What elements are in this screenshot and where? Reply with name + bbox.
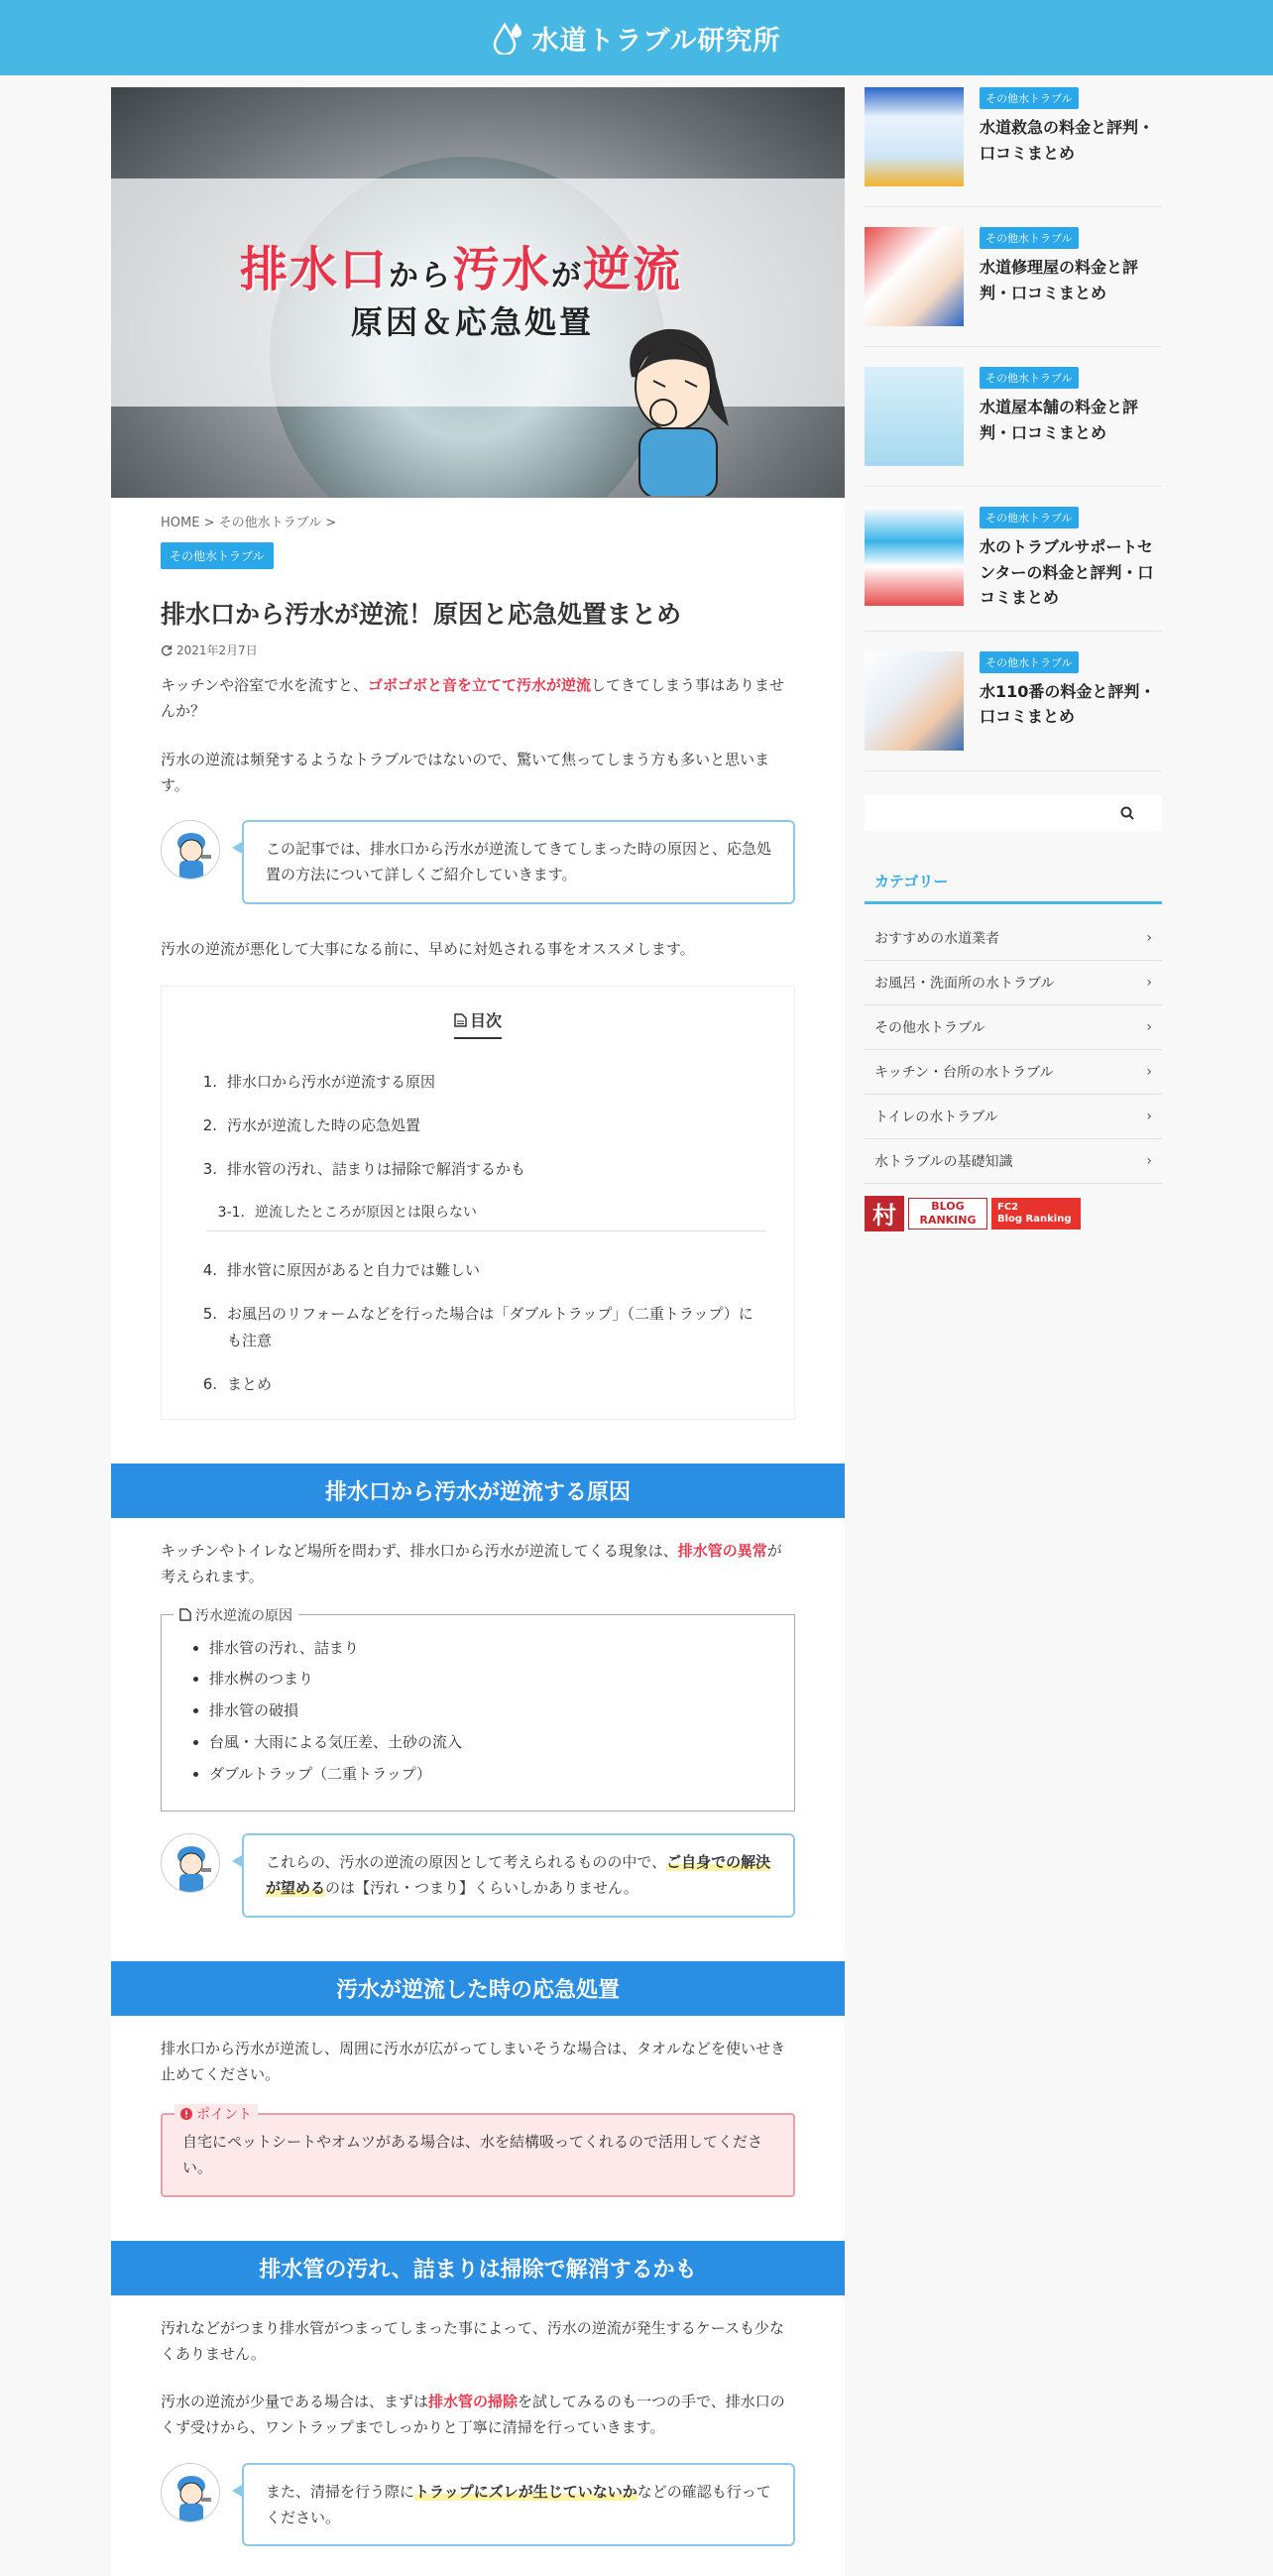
section-heading-first-aid: 汚水が逆流した時の応急処置 <box>111 1961 845 2016</box>
site-title-link[interactable]: 水道トラブル研究所 <box>531 25 781 57</box>
chevron-right-icon: › <box>1146 929 1152 946</box>
section-heading-causes: 排水口から汚水が逆流する原因 <box>111 1464 845 1518</box>
worried-person-illustration <box>612 317 741 496</box>
post-title-link[interactable]: 水110番の料金と評判・口コミまとめ <box>980 681 1156 727</box>
exclamation-circle-icon <box>180 2108 192 2120</box>
site-header <box>0 0 1273 75</box>
eyecatch-subtitle: 原因＆応急処置 <box>351 303 595 341</box>
post-thumbnail[interactable] <box>865 87 964 186</box>
point-label: ポイント <box>174 2104 258 2124</box>
water-drop-icon <box>493 21 522 55</box>
list-item: • 台風・大雨による気圧差、土砂の流入 <box>209 1727 770 1759</box>
breadcrumb-home[interactable]: HOME <box>161 516 200 530</box>
toc-item[interactable]: 1. 排水口から汚水が逆流する原因 <box>202 1072 436 1091</box>
category-item[interactable]: お風呂・洗面所の水トラブル › <box>865 961 1162 1005</box>
list-item: • 排水管の汚れ、詰まり <box>209 1633 770 1665</box>
post-title: 排水口から汚水が逆流！原因と応急処置まとめ <box>161 600 682 629</box>
speech-bubble-1 <box>161 820 795 904</box>
speech-bubble-3 <box>161 2463 795 2547</box>
plumber-avatar <box>161 820 220 879</box>
speech-bubble-2 <box>161 1833 795 1918</box>
causes-box <box>161 1607 795 1813</box>
table-of-contents <box>161 986 795 1420</box>
article-body <box>111 512 845 2576</box>
point-box <box>161 2107 795 2197</box>
toc-item[interactable]: 2. 汚水が逆流した時の応急処置 <box>202 1116 421 1134</box>
list-item: • 排水管の破損 <box>209 1696 770 1727</box>
sidebar-post[interactable] <box>865 651 1162 771</box>
post-thumbnail[interactable] <box>865 507 964 606</box>
list-item: • 排水桝のつまり <box>209 1664 770 1696</box>
sidebar-post[interactable] <box>865 227 1162 347</box>
eyecatch-image <box>111 87 845 498</box>
intro-paragraph-3: 汚水の逆流が悪化して大事になる前に、早めに対処される事をオススメします。 <box>161 939 695 958</box>
post-title-link[interactable]: 水道修理屋の料金と評判・口コミまとめ <box>980 258 1139 302</box>
plumber-avatar <box>161 1833 220 1893</box>
post-category-badge[interactable]: その他水トラブル <box>980 651 1079 673</box>
toc-item[interactable]: 6. まとめ <box>202 1374 273 1393</box>
intro-paragraph-1: キッチンや浴室で水を流すと、ゴボゴボと音を立てて汚水が逆流してきてしまう事はありませんか？ <box>161 676 784 721</box>
toc-item[interactable]: 4. 排水管に原因があると自力では難しい <box>202 1261 481 1279</box>
bubble-text: また、清掃を行う際にトラップにズレが生じていないかなどの確認も行ってください。 <box>242 2463 795 2547</box>
refresh-icon <box>161 644 173 656</box>
post-title-link[interactable]: 水道救急の料金と評判・口コミまとめ <box>980 118 1155 163</box>
list-item: • ダブルトラップ（二重トラップ） <box>209 1759 770 1791</box>
causes-box-label: 汚水逆流の原因 <box>174 1605 298 1625</box>
sidebar-post[interactable] <box>865 87 1162 207</box>
sidebar <box>865 87 1162 1231</box>
category-badge[interactable]: その他水トラブル <box>161 542 274 569</box>
point-text: 自宅にペットシートやオムツがある場合は、水を結構吸ってくれるので活用してください。 <box>182 2133 763 2177</box>
post-thumbnail[interactable] <box>865 367 964 466</box>
post-category-badge[interactable]: その他水トラブル <box>980 87 1079 109</box>
cleaning-paragraph-1: 汚れなどがつまり排水管がつまってしまった事によって、汚水の逆流が発生するケースも少なくありません。 <box>161 2318 784 2363</box>
category-heading: カテゴリー <box>865 871 1162 904</box>
chevron-right-icon: › <box>1146 1018 1152 1035</box>
causes-paragraph: キッチンやトイレなど場所を問わず、排水口から汚水が逆流してくる現象は、排水管の異常が考えられます。 <box>161 1542 782 1586</box>
toc-item[interactable]: 3. 排水管の汚れ、詰まりは掃除で解消するかも <box>202 1160 525 1179</box>
bubble-text: これらの、汚水の逆流の原因として考えられるものの中で、ご自身での解決が望めるのは【汚れ・つまり】くらいしかありません。 <box>242 1833 795 1918</box>
category-list <box>865 916 1162 1184</box>
category-item[interactable]: キッチン・台所の水トラブル › <box>865 1050 1162 1095</box>
post-date: 2021年2月7日 <box>161 642 795 658</box>
breadcrumb: HOME > その他水トラブル > <box>161 516 337 530</box>
category-item[interactable]: トイレの水トラブル › <box>865 1095 1162 1139</box>
eyecatch-title: 排水口から汚水が逆流 <box>240 242 683 297</box>
blog-ranking-banner[interactable]: BLOG RANKING <box>908 1198 987 1229</box>
search-icon[interactable] <box>1120 806 1134 820</box>
sidebar-post[interactable] <box>865 507 1162 632</box>
main-content <box>111 87 845 2576</box>
toc-title: 目次 <box>189 1008 766 1039</box>
ranking-banners <box>865 1196 1162 1231</box>
post-title-link[interactable]: 水道屋本舗の料金と評判・口コミまとめ <box>980 398 1139 442</box>
post-category-badge[interactable]: その他水トラブル <box>980 367 1079 389</box>
breadcrumb-category[interactable]: その他水トラブル <box>218 516 322 530</box>
search-box[interactable] <box>865 795 1162 831</box>
sidebar-post[interactable] <box>865 367 1162 487</box>
document-icon <box>179 1608 191 1621</box>
category-item[interactable]: その他水トラブル › <box>865 1005 1162 1050</box>
chevron-right-icon: › <box>1146 1152 1152 1169</box>
cleaning-paragraph-2: 汚水の逆流が少量である場合は、まずは排水管の掃除を試してみるのも一つの手で、排水口のくず受けから、ワントラップまでしっかりと丁寧に清掃を行っていきます。 <box>161 2393 785 2437</box>
post-title-link[interactable]: 水のトラブルサポートセンターの料金と評判・口コミまとめ <box>980 537 1154 608</box>
document-icon <box>454 1013 467 1027</box>
chevron-right-icon: › <box>1146 1063 1152 1080</box>
fc2-ranking-banner[interactable]: FC2 Blog Ranking <box>991 1198 1081 1229</box>
post-category-badge[interactable]: その他水トラブル <box>980 507 1079 528</box>
toc-subitem[interactable]: 3-1. 逆流したところが原因とは限らない <box>207 1201 766 1232</box>
toc-item[interactable]: 5. お風呂のリフォームなどを行った場合は「ダブルトラップ」（二重トラップ）にも注意 <box>202 1305 753 1349</box>
category-item[interactable]: 水トラブルの基礎知識 › <box>865 1139 1162 1184</box>
post-thumbnail[interactable] <box>865 227 964 326</box>
bubble-text: この記事では、排水口から汚水が逆流してきてしまった時の原因と、応急処置の方法について詳しくご紹介していきます。 <box>242 820 795 904</box>
chevron-right-icon: › <box>1146 974 1152 991</box>
post-thumbnail[interactable] <box>865 651 964 751</box>
section-heading-cleaning: 排水管の汚れ、詰まりは掃除で解消するかも <box>111 2241 845 2295</box>
chevron-right-icon: › <box>1146 1108 1152 1124</box>
intro-paragraph-2: 汚水の逆流は頻発するようなトラブルではないので、驚いて焦ってしまう方も多いと思います。 <box>161 750 770 794</box>
blogmura-banner[interactable]: 村 <box>865 1196 904 1231</box>
first-aid-paragraph: 排水口から汚水が逆流し、周囲に汚水が広がってしまいそうな場合は、タオルなどを使いせき止めてください。 <box>161 2039 786 2083</box>
plumber-avatar <box>161 2463 220 2522</box>
post-category-badge[interactable]: その他水トラブル <box>980 227 1079 249</box>
category-item[interactable]: おすすめの水道業者 › <box>865 916 1162 961</box>
